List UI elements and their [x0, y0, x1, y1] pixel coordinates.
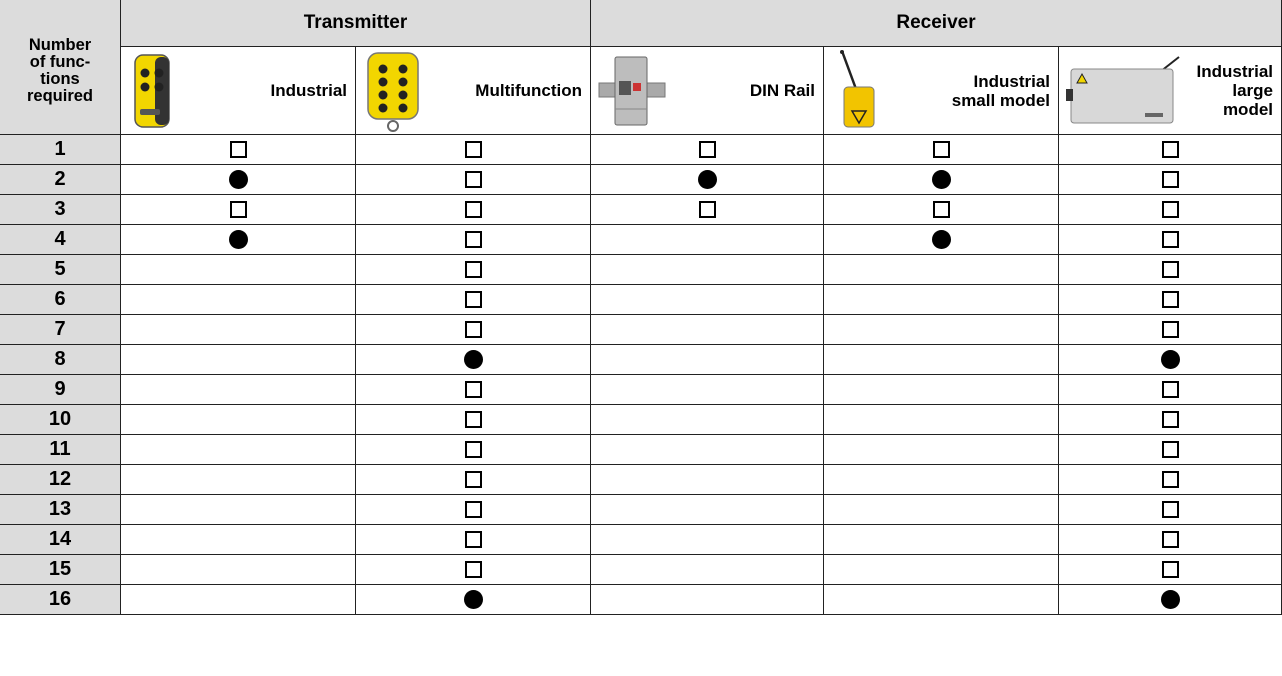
- product-label: Industrial small model: [951, 71, 1050, 110]
- table-cell: [121, 255, 356, 285]
- table-cell: [121, 585, 356, 615]
- table-cell: [121, 285, 356, 315]
- table-cell: [824, 435, 1059, 465]
- table-cell: [1059, 225, 1282, 255]
- table-cell: [824, 255, 1059, 285]
- filled-circle-icon: [932, 170, 951, 189]
- table-cell: [591, 495, 824, 525]
- open-square-icon: [465, 141, 482, 158]
- open-square-icon: [1162, 561, 1179, 578]
- open-square-icon: [465, 561, 482, 578]
- table-cell: [824, 285, 1059, 315]
- row-label-2: 2: [0, 165, 121, 195]
- filled-circle-icon: [464, 350, 483, 369]
- row-label-5: 5: [0, 255, 121, 285]
- open-square-icon: [465, 201, 482, 218]
- table-cell: [356, 435, 591, 465]
- row-label-8: 8: [0, 345, 121, 375]
- table-cell: [824, 225, 1059, 255]
- open-square-icon: [465, 471, 482, 488]
- table-cell: [591, 345, 824, 375]
- row-label-6: 6: [0, 285, 121, 315]
- table-cell: [356, 465, 591, 495]
- row-label-11: 11: [0, 435, 121, 465]
- open-square-icon: [1162, 261, 1179, 278]
- corner-line-1: Number: [28, 36, 92, 54]
- open-square-icon: [465, 381, 482, 398]
- open-square-icon: [1162, 231, 1179, 248]
- open-square-icon: [1162, 501, 1179, 518]
- table-cell: [824, 315, 1059, 345]
- product-din-rail-receiver: [591, 47, 824, 135]
- filled-circle-icon: [464, 590, 483, 609]
- corner-line-4: required: [26, 87, 94, 105]
- industrial-large-receiver-icon: [1065, 51, 1181, 131]
- transmitter-multifunction-remote-icon: [362, 49, 424, 133]
- table-cell: [1059, 525, 1282, 555]
- row-label-4: 4: [0, 225, 121, 255]
- table-cell: [591, 135, 824, 165]
- table-cell: [591, 405, 824, 435]
- table-cell: [356, 345, 591, 375]
- header-receiver: Receiver: [591, 0, 1282, 47]
- table-cell: [356, 135, 591, 165]
- table-cell: [1059, 495, 1282, 525]
- table-cell: [121, 465, 356, 495]
- table-cell: [824, 405, 1059, 435]
- table-cell: [356, 375, 591, 405]
- open-square-icon: [230, 141, 247, 158]
- table-cell: [824, 525, 1059, 555]
- corner-line-2: of func-: [29, 53, 91, 71]
- table-cell: [1059, 465, 1282, 495]
- table-cell: [121, 495, 356, 525]
- open-square-icon: [933, 201, 950, 218]
- open-square-icon: [1162, 141, 1179, 158]
- table-cell: [824, 165, 1059, 195]
- table-cell: [591, 165, 824, 195]
- open-square-icon: [465, 321, 482, 338]
- din-rail-receiver-icon: [597, 53, 667, 129]
- transmitter-4-button-remote-icon: [127, 51, 177, 131]
- table-cell: [121, 435, 356, 465]
- table-cell: [824, 585, 1059, 615]
- table-cell: [121, 555, 356, 585]
- table-cell: [1059, 135, 1282, 165]
- table-cell: [1059, 555, 1282, 585]
- header-number-of-functions: [0, 0, 121, 135]
- table-cell: [356, 495, 591, 525]
- table-cell: [591, 255, 824, 285]
- table-cell: [1059, 315, 1282, 345]
- product-industrial-large-receiver: [1059, 47, 1282, 135]
- table-cell: [591, 555, 824, 585]
- open-square-icon: [1162, 201, 1179, 218]
- open-square-icon: [465, 411, 482, 428]
- table-cell: [591, 435, 824, 465]
- open-square-icon: [699, 141, 716, 158]
- table-cell: [591, 375, 824, 405]
- table-cell: [591, 585, 824, 615]
- open-square-icon: [465, 531, 482, 548]
- open-square-icon: [465, 261, 482, 278]
- table-cell: [824, 465, 1059, 495]
- product-label: Industrial: [270, 81, 347, 100]
- row-label-12: 12: [0, 465, 121, 495]
- table-cell: [121, 225, 356, 255]
- table-cell: [591, 195, 824, 225]
- product-multifunction-transmitter: [356, 47, 591, 135]
- table-cell: [121, 345, 356, 375]
- open-square-icon: [465, 231, 482, 248]
- open-square-icon: [230, 201, 247, 218]
- table-cell: [824, 135, 1059, 165]
- table-cell: [356, 285, 591, 315]
- table-cell: [356, 195, 591, 225]
- table-cell: [1059, 585, 1282, 615]
- row-label-16: 16: [0, 585, 121, 615]
- open-square-icon: [1162, 471, 1179, 488]
- open-square-icon: [1162, 171, 1179, 188]
- table-cell: [356, 225, 591, 255]
- table-cell: [121, 195, 356, 225]
- open-square-icon: [1162, 291, 1179, 308]
- table-cell: [591, 465, 824, 495]
- table-cell: [121, 375, 356, 405]
- table-cell: [591, 225, 824, 255]
- table-cell: [356, 405, 591, 435]
- open-square-icon: [1162, 381, 1179, 398]
- row-label-9: 9: [0, 375, 121, 405]
- table-cell: [824, 375, 1059, 405]
- product-label: Multifunction: [475, 81, 582, 100]
- industrial-small-receiver-icon: [830, 49, 884, 133]
- filled-circle-icon: [698, 170, 717, 189]
- corner-line-3: tions: [40, 70, 80, 88]
- table-cell: [824, 495, 1059, 525]
- table-cell: [121, 135, 356, 165]
- table-cell: [121, 165, 356, 195]
- table-cell: [356, 525, 591, 555]
- open-square-icon: [933, 141, 950, 158]
- filled-circle-icon: [229, 230, 248, 249]
- filled-circle-icon: [1161, 350, 1180, 369]
- table-cell: [356, 555, 591, 585]
- table-cell: [121, 525, 356, 555]
- table-cell: [121, 405, 356, 435]
- table-cell: [356, 585, 591, 615]
- table-cell: [591, 315, 824, 345]
- row-label-1: 1: [0, 135, 121, 165]
- table-cell: [1059, 195, 1282, 225]
- product-label: DIN Rail: [749, 81, 815, 100]
- product-industrial-small-receiver: [824, 47, 1059, 135]
- table-cell: [824, 195, 1059, 225]
- row-label-15: 15: [0, 555, 121, 585]
- row-label-7: 7: [0, 315, 121, 345]
- table-cell: [591, 285, 824, 315]
- open-square-icon: [1162, 531, 1179, 548]
- table-cell: [1059, 375, 1282, 405]
- table-cell: [356, 165, 591, 195]
- product-label: Industrial large model: [1196, 62, 1273, 119]
- table-cell: [1059, 435, 1282, 465]
- table-cell: [1059, 405, 1282, 435]
- header-transmitter: Transmitter: [121, 0, 591, 47]
- table-cell: [824, 345, 1059, 375]
- filled-circle-icon: [1161, 590, 1180, 609]
- open-square-icon: [465, 171, 482, 188]
- row-label-13: 13: [0, 495, 121, 525]
- table-cell: [1059, 165, 1282, 195]
- open-square-icon: [465, 501, 482, 518]
- open-square-icon: [465, 291, 482, 308]
- table-cell: [1059, 285, 1282, 315]
- open-square-icon: [1162, 441, 1179, 458]
- table-cell: [824, 555, 1059, 585]
- table-cell: [591, 525, 824, 555]
- row-label-3: 3: [0, 195, 121, 225]
- open-square-icon: [699, 201, 716, 218]
- table-cell: [356, 255, 591, 285]
- product-industrial-transmitter: [121, 47, 356, 135]
- open-square-icon: [1162, 411, 1179, 428]
- open-square-icon: [465, 441, 482, 458]
- filled-circle-icon: [932, 230, 951, 249]
- table-cell: [356, 315, 591, 345]
- open-square-icon: [1162, 321, 1179, 338]
- table-cell: [1059, 255, 1282, 285]
- table-cell: [121, 315, 356, 345]
- filled-circle-icon: [229, 170, 248, 189]
- table-cell: [1059, 345, 1282, 375]
- row-label-14: 14: [0, 525, 121, 555]
- row-label-10: 10: [0, 405, 121, 435]
